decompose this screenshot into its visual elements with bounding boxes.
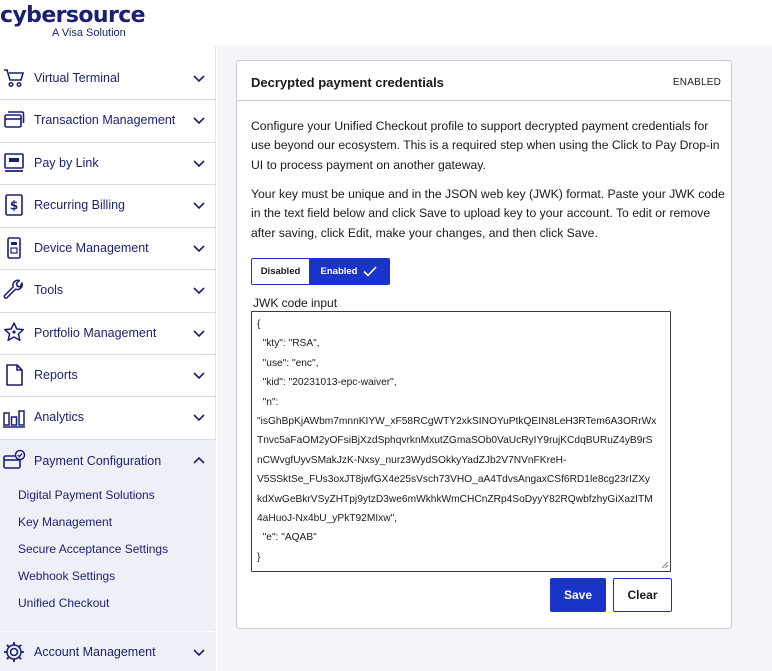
monitor-icon (2, 151, 26, 175)
star-people-icon (2, 321, 26, 345)
chevron-down-icon (192, 410, 206, 424)
bar-chart-icon (2, 405, 26, 429)
card-check-icon (2, 449, 26, 473)
device-icon (2, 236, 26, 260)
sidebar-item-tools[interactable] (0, 269, 216, 311)
card-stack-icon (2, 108, 26, 132)
sidebar-item-label: Virtual Terminal (34, 71, 120, 85)
sidebar-item-recurring-billing[interactable] (0, 184, 216, 226)
dollar-document-icon (2, 193, 26, 217)
card-header (237, 61, 731, 101)
chevron-up-icon (192, 454, 206, 468)
chevron-down-icon (192, 156, 206, 170)
gear-icon (2, 640, 26, 664)
sidebar-item-reports[interactable] (0, 354, 216, 396)
sidebar-item-virtual-terminal[interactable] (0, 57, 216, 99)
chevron-down-icon (192, 71, 206, 85)
sidebar-item-label: Payment Configuration (34, 454, 162, 468)
cart-icon (2, 66, 26, 90)
description-paragraph-2: Your key must be unique and in the JSON web key (JWK) format. Paste your JWK code in the text field below and click Save to upload key to your account. To edit or remove after saving, click Edit, make your changes, and then click Save. (251, 187, 725, 240)
sidebar-item-label: Tools (34, 283, 64, 297)
sidebar-item-transaction-management[interactable] (0, 99, 216, 141)
jwk-code-input[interactable] (251, 311, 671, 572)
sidebar-item-portfolio-management[interactable] (0, 312, 216, 354)
sub-item-secure-acceptance-settings[interactable]: Secure Acceptance Settings (18, 542, 169, 556)
chevron-down-icon (192, 645, 206, 659)
chevron-down-icon (192, 283, 206, 297)
sidebar-item-label: Analytics (34, 410, 85, 424)
sidebar-item-pay-by-link[interactable] (0, 142, 216, 184)
save-button[interactable]: Save (550, 578, 606, 612)
sub-item-digital-payment-solutions[interactable]: Digital Payment Solutions (18, 488, 155, 502)
sidebar-item-payment-configuration[interactable] (0, 440, 216, 482)
decrypted-credentials-card (236, 60, 732, 629)
sidebar-item-label: Reports (34, 368, 78, 382)
toggle-enabled-label: Enabled (320, 266, 358, 277)
logo-wordmark: cybersource (0, 3, 145, 28)
svg-text:$: $ (9, 198, 19, 213)
toggle-option-disabled[interactable]: Disabled (252, 259, 309, 284)
resize-grip-icon[interactable] (661, 561, 669, 569)
sidebar-nav (0, 46, 216, 671)
sidebar-item-label: Pay by Link (34, 156, 99, 170)
chevron-down-icon (192, 241, 206, 255)
status-badge: ENABLED (672, 77, 721, 88)
sidebar-item-label: Account Management (34, 645, 156, 659)
sub-item-unified-checkout[interactable]: Unified Checkout (18, 596, 110, 610)
sidebar-item-label: Device Management (34, 241, 149, 255)
chevron-down-icon (192, 368, 206, 382)
checkmark-icon (363, 266, 377, 277)
card-title: Decrypted payment credentials (251, 75, 444, 90)
sidebar-item-label: Recurring Billing (34, 198, 126, 212)
sidebar-item-label: Portfolio Management (34, 326, 157, 340)
logo-tagline: A Visa Solution (52, 27, 126, 39)
sub-item-key-management[interactable]: Key Management (18, 515, 113, 529)
chevron-down-icon (192, 113, 206, 127)
sidebar-item-label: Transaction Management (34, 113, 176, 127)
enable-toggle[interactable] (251, 258, 390, 285)
sidebar-item-analytics[interactable] (0, 396, 216, 438)
jwk-field-label: JWK code input (253, 296, 338, 310)
chevron-down-icon (192, 326, 206, 340)
description-paragraph-1: Configure your Unified Checkout profile to support decrypted payment credentials for use beyond our ecosystem. This is a required step when using the Click to Pay Drop-in UI to process payment on another gateway. (251, 119, 720, 172)
toggle-option-enabled[interactable] (309, 259, 389, 284)
sub-item-webhook-settings[interactable]: Webhook Settings (18, 569, 116, 583)
cybersource-logo[interactable] (0, 3, 216, 39)
document-icon (2, 363, 26, 387)
sidebar-item-account-management[interactable] (0, 631, 216, 671)
clear-button[interactable]: Clear (613, 578, 672, 612)
wrench-icon (2, 278, 26, 302)
chevron-down-icon (192, 198, 206, 212)
sidebar-item-device-management[interactable] (0, 227, 216, 269)
